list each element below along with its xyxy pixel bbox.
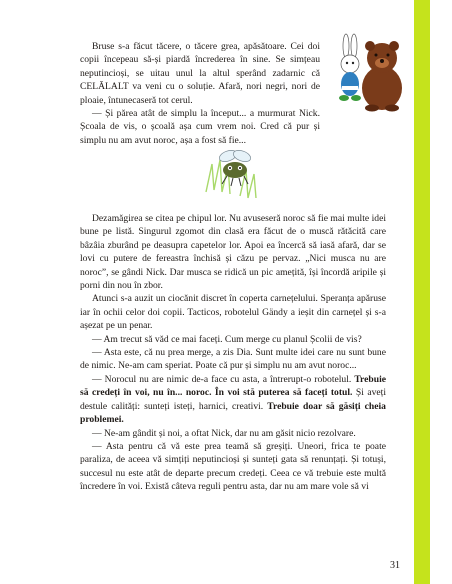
top-text-block <box>80 40 320 147</box>
paragraph: — Asta este, că nu prea merge, a zis Dia. Sunt multe idei care nu sunt bune de nimic. Ne-am cam speriat. Poate că pur și simplu nu am avut noroc... <box>80 347 386 372</box>
green-side-bar <box>414 0 430 584</box>
paragraph: — Ne-am gândit și noi, a oftat Nick, dar nu am găsit nicio rezolvare. <box>92 427 356 439</box>
paragraph: — Am trecut să văd ce mai faceți. Cum merge cu planul Școlii de vis? <box>92 333 362 345</box>
paragraph: — Și părea atât de simplu la început... a murmurat Nick. Școala de vis, o școală așa cum vrem noi. Cred că pur și simplu nu am avut noroc, așa a fost să fie... <box>80 108 320 146</box>
paragraph: — Asta pentru că vă este prea teamă să greșiți. Uneori, frica te poate paraliza, de aceea vă simțiți neputincioși și sunteți gata să renunțați. Și totuși, succesul nu este atât de departe precum credeți. Ceea ce vă trebuie este multă încredere în voi. Există câteva reguli pentru asta, dar nu am mare vole să vi <box>80 440 386 493</box>
paragraph: Dezamăgirea se citea pe chipul lor. Nu avuseseră noroc să fie mai multe idei bune pe listă. Singurul zgomot din clasă era făcut de o muscă rătăcită care bâzâia zburând pe deasupra capetelor lor. Apoi ea încercă să iasă afară, dar se lovi cu putere de fereastra închisă și căzu pe pervaz. „Nici musca nu are noroc”, se gândi Nick. Dar musca se ridică un pic amețită, își încordă aripile și porni din nou în zbor. <box>80 213 386 292</box>
paragraph-lead: — Norocul nu are nimic de-a face cu asta, a întrerupt-o robotelul. <box>92 373 355 385</box>
bottom-text-block <box>80 212 386 494</box>
paragraph: Bruse s-a făcut tăcere, o tăcere grea, apăsătoare. Cei doi copii începeau să-și piardă încrederea în sine. Se simțeau neputincioși, se uitau unul la altul sperând zadarnic că CELĂLALT va veni cu o soluție. Afară, nori negri, nori de ploaie, întunecaseră tot cerul. <box>80 41 320 106</box>
paragraph: Atunci s-a auzit un ciocănit discret în coperta carnețelului. Speranța apăruse iar în ochii celor doi copii. Tacticos, robotelul Gändy a ieșit din carnețel și s-a așezat pe un penar. <box>80 293 386 332</box>
bear-and-rabbit-illustration <box>326 30 406 112</box>
bold-statement: Trebuie să credeți în voi, nu în... noroc. În voi stă puterea să faceți totul. <box>80 373 386 399</box>
paragraph-middle: Și aveți destule calități: sunteți isteți, harnici, creativi. <box>80 387 386 412</box>
page-number: 31 <box>390 560 400 571</box>
fly-illustration <box>200 144 270 208</box>
paragraph-with-bold <box>80 373 386 427</box>
bold-statement: Trebuie doar să găsiți cheia problemei. <box>80 400 386 426</box>
